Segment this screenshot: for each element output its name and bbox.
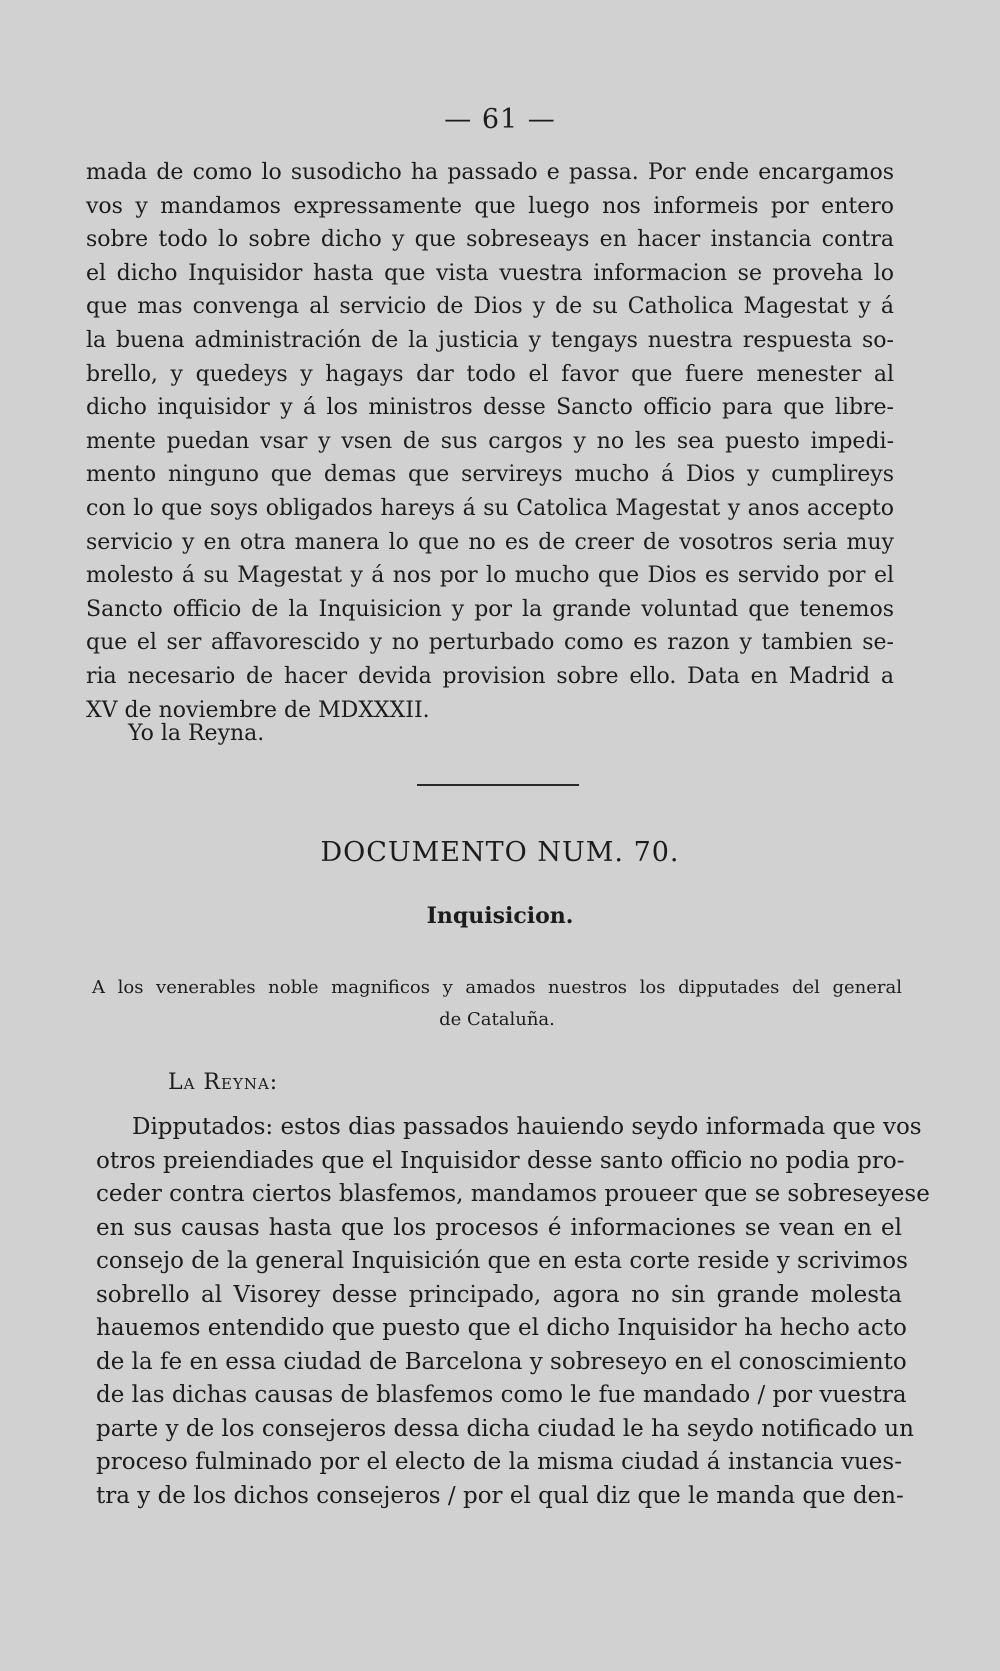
text-line: mente puedan vsar y vsen de sus cargos y no les sea puesto impedi- (86, 428, 894, 454)
address-text-line: de Cataluña. (439, 1009, 555, 1030)
text-line: servicio y en otra manera lo que no es de creer de vosotros seria muy (86, 529, 894, 555)
text-line: proceso fulminado por el electo de la misma ciudad á instancia vues- (96, 1449, 902, 1475)
signature: Yo la Reyna. (128, 721, 265, 746)
text-line: Dipputados: estos dias passados hauiendo seydo informada que vos (132, 1114, 922, 1140)
text-line: XV de noviembre de MDXXXII. (86, 697, 430, 723)
text-line: parte y de los consejeros dessa dicha ciudad le ha seydo notificado un (96, 1415, 914, 1442)
text-line: sobre todo lo sobre dicho y que sobreseays en hacer instancia contra (86, 227, 894, 253)
text-line: mada de como lo susodicho ha passado e passa. Por ende encargamos (86, 160, 894, 185)
address-line (92, 972, 902, 1036)
text-line: ceder contra ciertos blasfemos, mandamos proueer que se sobreseyese (96, 1181, 930, 1207)
text-line: que mas convenga al servicio de Dios y de su Catholica Magestat y á (86, 294, 894, 320)
text-line: de las dichas causas de blasfemos como le fue mandado / por vuestra (96, 1382, 907, 1408)
text-line: dicho inquisidor y á los ministros desse Sancto officio para que libre- (86, 395, 894, 421)
text-line: consejo de la general Inquisición que en esta corte reside y scrivimos (96, 1248, 908, 1274)
document-subject: Inquisicion. (426, 903, 574, 929)
text-line: Sancto officio de la Inquisicion y por la grande voluntad que tenemos (86, 596, 894, 622)
text-line: que el ser affavorescido y no perturbado como es razon y tambien se- (86, 630, 894, 656)
text-line: tra y de los dichos consejeros / por el qual diz que le manda que den- (96, 1482, 904, 1509)
text-line: otros preiendiades que el Inquisidor desse santo officio no podia pro- (96, 1147, 905, 1174)
text-line: hauemos entendido que puesto que el dicho Inquisidor ha hecho acto (96, 1315, 907, 1341)
text-line: brello, y quedeys y hagays dar todo el favor que fuere menester al (86, 361, 894, 387)
page-number: — 61 — (444, 104, 556, 135)
text-line: molesto á su Magestat y á nos por lo mucho que Dios es servido por el (86, 563, 894, 589)
text-line: vos y mandamos expressamente que luego nos informeis por entero (86, 193, 894, 219)
text-line: de la fe en essa ciudad de Barcelona y sobreseyo en el conoscimiento (96, 1348, 907, 1375)
document-heading: DOCUMENTO NUM. 70. (320, 837, 680, 868)
letter-1-text (86, 156, 894, 727)
text-line: en sus causas hasta que los procesos é informaciones se vean en el (96, 1214, 902, 1241)
text-line: sobrello al Visorey desse principado, agora no sin grande molesta (96, 1281, 902, 1308)
text-line: la buena administración de la justicia y tengays nuestra respuesta so- (86, 327, 894, 353)
section-divider (417, 784, 579, 786)
address-text-line: A los venerables noble magnificos y amados nuestros los dipputades del general (92, 977, 902, 998)
text-line: mento ninguno que demas que servireys mucho á Dios y cumplireys (86, 462, 894, 488)
salutation: La Reyna: (168, 1070, 279, 1095)
letter-2-text (96, 1111, 930, 1513)
text-line: ria necesario de hacer devida provision sobre ello. Data en Madrid a (86, 663, 894, 689)
text-line: con lo que soys obligados hareys á su Catolica Magestat y anos accepto (86, 495, 894, 521)
text-line: el dicho Inquisidor hasta que vista vuestra informacion se proveha lo (86, 260, 894, 286)
